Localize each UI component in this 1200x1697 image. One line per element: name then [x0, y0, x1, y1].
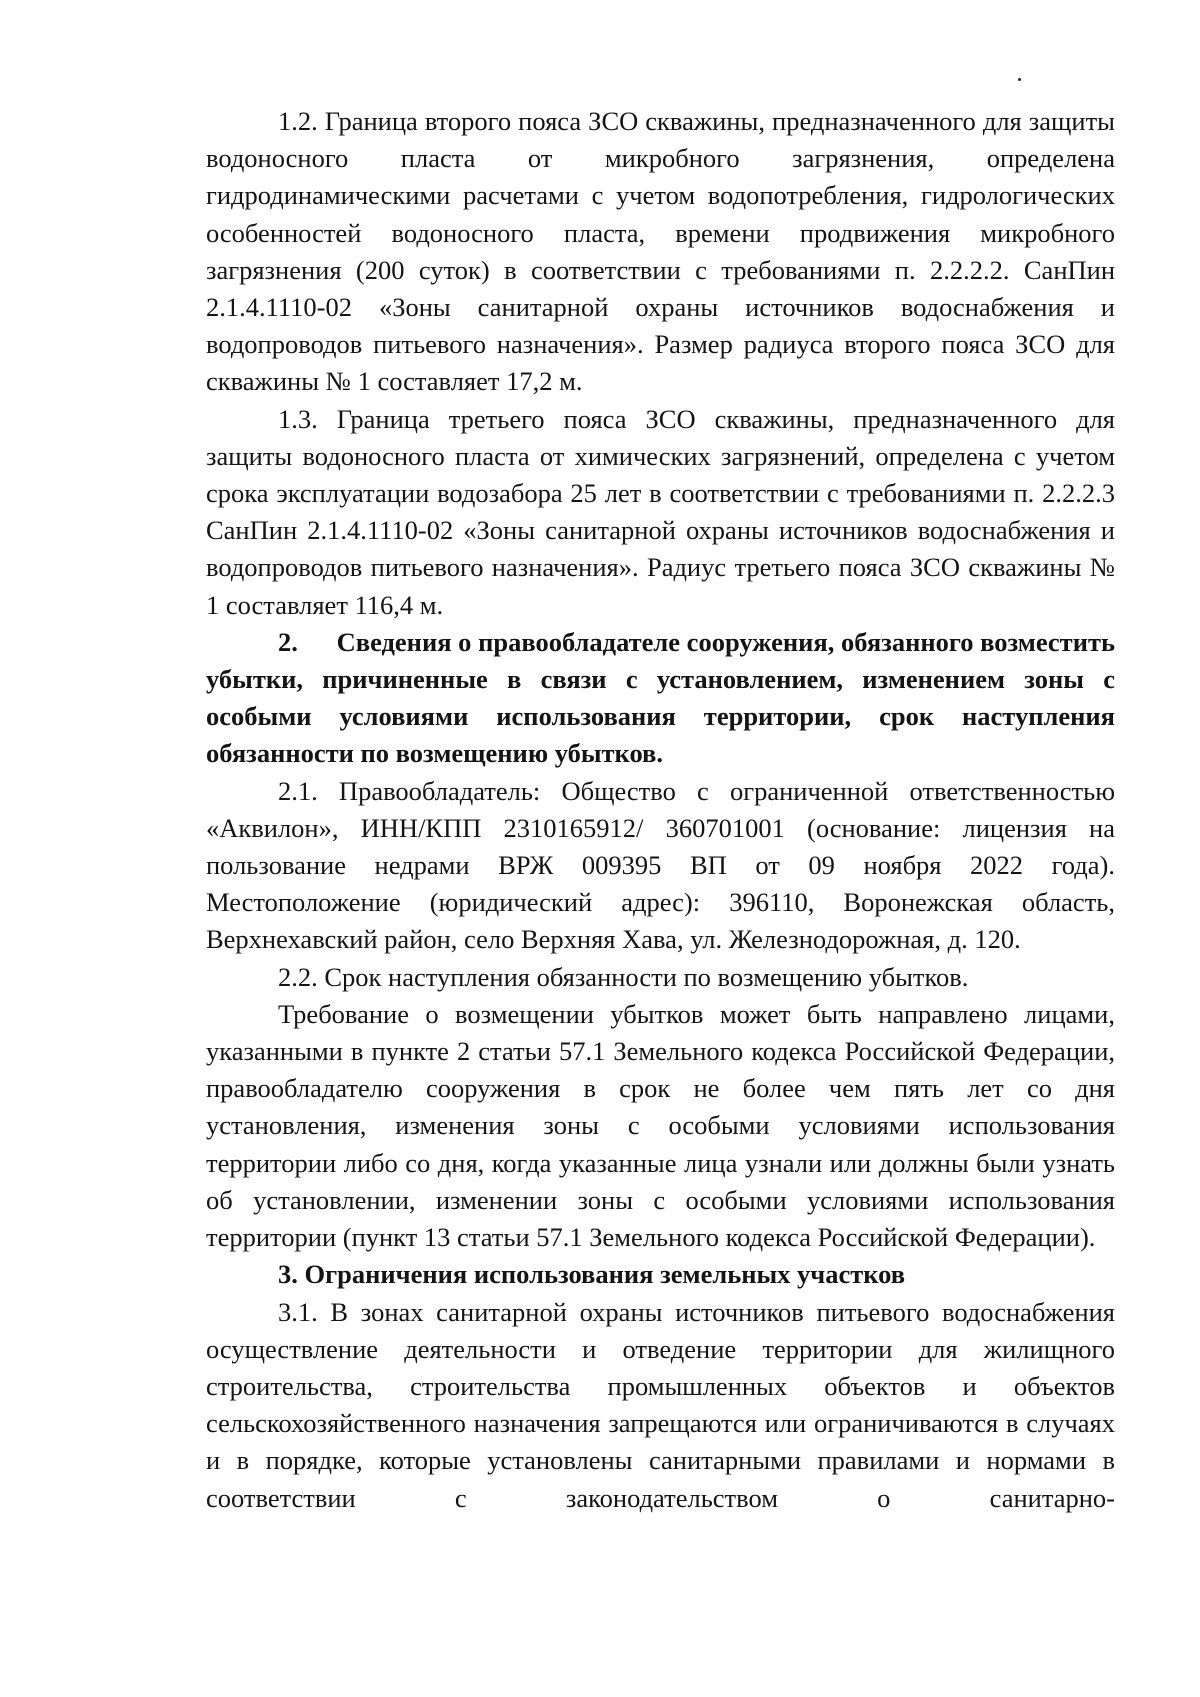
section-3-heading: 3. Ограничения использования земельных участков [278, 1259, 906, 1290]
paragraph-1-2: 1.2. Граница второго пояса ЗСО скважины, предназначенного для защиты водоносного пласта от микробного загрязнения, определена гидродинамическими расчетами с учетом водопотребления, гидрологических особенностей водоносного пласта, времени продвижения микробного загрязнения (200 суток) в соответствии с требованиями п. 2.2.2.2. СанПин 2.1.4.1110-02 «Зоны санитарной охраны источников водоснабжения и водопроводов питьевого назначения». Размер радиуса второго пояса ЗСО для скважины № 1 составляет 17,2 м. [206, 106, 1115, 397]
paragraph-1-3: 1.3. Граница третьего пояса ЗСО скважины, предназначенного для защиты водоносного пласта от химических загрязнений, определена с учетом срока эксплуатации водозабора 25 лет в соответствии с требованиями п. 2.2.2.3 СанПин 2.1.4.1110-02 «Зоны санитарной охраны источников водоснабжения и водопроводов питьевого назначения». Радиус третьего пояса ЗСО скважины № 1 составляет 116,4 м. [206, 403, 1115, 620]
paragraph-2-1: 2.1. Правообладатель: Общество с ограниченной ответственностью «Аквилон», ИНН/КПП 2310165912/ 360701001 (основание: лицензия на пользование недрами ВРЖ 009395 ВП от 09 ноября 2022 года). Местоположение (юридический адрес): 396110, Воронежская область, Верхнехавский район, село Верхняя Хава, ул. Железнодорожная, д. 120. [206, 775, 1115, 955]
paragraph-3-1: 3.1. В зонах санитарной охраны источников питьевого водоснабжения осуществление деятельности и отведение территории для жилищного строительства, строительства промышленных объектов и объектов сельскохозяйственного назначения запрещаются или ограничиваются в случаях и в порядке, которые установлены санитарными правилами и нормами в соответствии с законодательством о санитарно- [206, 1296, 1115, 1513]
section-2-number: 2. [278, 626, 298, 657]
section-2-heading [206, 624, 1115, 773]
section-2-title: Сведения о правообладателе сооружения, обязанного возместить убытки, причиненные в связи с установлением, изменением зоны с особыми условиями использования территории, срок наступления обязанности по возмещению убытков. [206, 626, 1115, 769]
scan-speck [1018, 78, 1021, 81]
paragraph-2-2-body: Требование о возмещении убытков может быть направлено лицами, указанными в пункте 2 статьи 57.1 Земельного кодекса Российской Федерации, правообладателю сооружения в срок не более чем пять лет со дня установления, изменения зоны с особыми условиями использования территории либо со дня, когда указанные лица узнали или должны были узнать об установлении, изменении зоны с особыми условиями использования территории (пункт 13 статьи 57.1 Земельного кодекса Российской Федерации). [206, 998, 1115, 1253]
paragraph-2-2: 2.2. Срок наступления обязанности по возмещению убытков. [278, 961, 969, 992]
